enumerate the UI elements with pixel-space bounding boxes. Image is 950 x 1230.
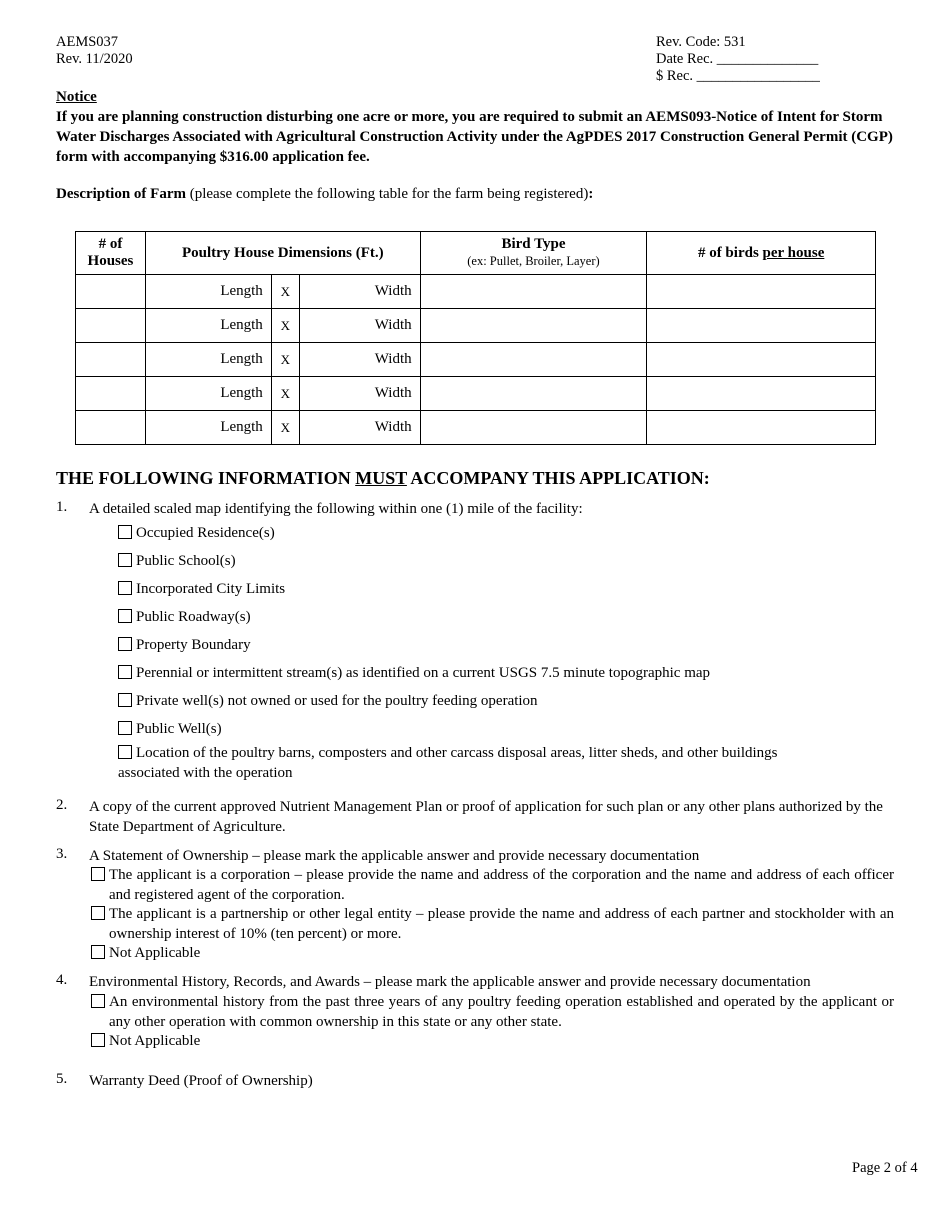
description-instruction: (please complete the following table for the farm being registered)	[185, 186, 589, 202]
checkbox[interactable]	[118, 721, 132, 735]
x-cell: X	[271, 411, 299, 445]
bird-type-cell[interactable]	[420, 343, 647, 377]
bird-type-cell[interactable]	[420, 275, 647, 309]
farm-description-label	[56, 186, 593, 203]
requirements-heading: THE FOLLOWING INFORMATION MUST ACCOMPANY THIS APPLICATION:	[56, 468, 710, 488]
checkbox[interactable]	[118, 665, 132, 679]
houses-cell[interactable]	[76, 377, 146, 411]
birds-per-house-cell[interactable]	[647, 343, 876, 377]
x-cell: X	[271, 377, 299, 411]
ownership-check-partnership[interactable]: The applicant is a partnership or other legal entity – please provide the name and address of each partner and stockholder with an ownership interest of 10% (ten percent) or more.	[91, 904, 894, 944]
item-2-number: 2.	[56, 797, 68, 813]
x-cell: X	[271, 343, 299, 377]
table-row	[76, 411, 876, 445]
x-cell: X	[271, 309, 299, 343]
birds-prefix: # of birds	[697, 244, 763, 261]
checkbox[interactable]	[118, 693, 132, 707]
map-check-barns[interactable]: Location of the poultry barns, composters and other carcass disposal areas, litter sheds, and other buildings associated with the operation	[118, 745, 778, 781]
checkbox[interactable]	[118, 745, 132, 759]
map-check-residence[interactable]: Occupied Residence(s)	[118, 523, 275, 543]
item-4-number: 4.	[56, 972, 68, 988]
description-label: Description of Farm	[56, 186, 186, 202]
map-check-stream[interactable]: Perennial or intermittent stream(s) as identified on a current USGS 7.5 minute topographic map	[118, 663, 710, 683]
map-check-boundary[interactable]: Property Boundary	[118, 635, 251, 655]
history-check-not-applicable[interactable]: Not Applicable	[91, 1031, 200, 1051]
checkbox[interactable]	[118, 581, 132, 595]
houses-cell[interactable]	[76, 275, 146, 309]
length-cell[interactable]: Length	[145, 411, 271, 445]
table-row	[76, 377, 876, 411]
checkbox[interactable]	[91, 945, 105, 959]
checkbox[interactable]	[91, 906, 105, 920]
birds-per-house-cell[interactable]	[647, 377, 876, 411]
width-cell[interactable]: Width	[299, 309, 420, 343]
ownership-check-not-applicable[interactable]: Not Applicable	[91, 943, 200, 963]
birds-per-house-cell[interactable]	[647, 275, 876, 309]
x-cell: X	[271, 275, 299, 309]
checkbox[interactable]	[118, 525, 132, 539]
width-cell[interactable]: Width	[299, 343, 420, 377]
item-4-text: Environmental History, Records, and Awards – please mark the applicable answer and provide necessary documentation	[89, 974, 811, 990]
ownership-check-corporation[interactable]: The applicant is a corporation – please provide the name and address of the corporation and the name and address of each officer and registered agent of the corporation.	[91, 865, 894, 905]
map-check-private-well[interactable]: Private well(s) not owned or used for the poultry feeding operation	[118, 691, 538, 711]
birds-per-house-cell[interactable]	[647, 411, 876, 445]
map-check-city-limits[interactable]: Incorporated City Limits	[118, 579, 285, 599]
checkbox[interactable]	[91, 994, 105, 1008]
page-number: Page 2 of 4	[852, 1160, 918, 1176]
item-1-text: A detailed scaled map identifying the following within one (1) mile of the facility:	[89, 501, 583, 517]
must-emphasis: MUST	[355, 468, 407, 488]
farm-table	[75, 231, 876, 445]
bird-type-example: (ex: Pullet, Broiler, Layer)	[467, 254, 600, 268]
width-cell[interactable]: Width	[299, 377, 420, 411]
table-row	[76, 343, 876, 377]
checkbox[interactable]	[118, 609, 132, 623]
birds-underlined: per house	[762, 244, 825, 261]
length-cell[interactable]: Length	[145, 343, 271, 377]
notice-body: If you are planning construction disturbing one acre or more, you are required to submit an AEMS093-Notice of Intent for Storm Water Discharges Associated with Agricultural Construction Activity under the AgPDES 2017 Construction General Permit (CGP) form with accompanying $316.00 application fee.	[56, 109, 893, 165]
history-check-environmental[interactable]: An environmental history from the past three years of any poultry feeding operation established and operated by the applicant or any other operation with common ownership in this state or any other state.	[91, 992, 894, 1032]
item-3-number: 3.	[56, 846, 68, 862]
table-row	[76, 309, 876, 343]
length-cell[interactable]: Length	[145, 309, 271, 343]
office-use-block	[656, 34, 820, 85]
item-1-number: 1.	[56, 499, 68, 515]
houses-cell[interactable]	[76, 309, 146, 343]
item-5-number: 5.	[56, 1071, 68, 1087]
item-2-text: A copy of the current approved Nutrient Management Plan or proof of application for such plan or any other plans authorized by the State Department of Agriculture.	[89, 799, 883, 835]
houses-cell[interactable]	[76, 343, 146, 377]
description-colon: :	[588, 186, 594, 202]
bird-type-cell[interactable]	[420, 377, 647, 411]
houses-cell[interactable]	[76, 411, 146, 445]
bird-type-title: Bird Type	[501, 236, 566, 252]
amount-received-field[interactable]: $ Rec. _________________	[656, 68, 820, 84]
map-check-school[interactable]: Public School(s)	[118, 551, 236, 571]
checkbox[interactable]	[118, 553, 132, 567]
length-cell[interactable]: Length	[145, 377, 271, 411]
checkbox[interactable]	[91, 867, 105, 881]
map-check-roadway[interactable]: Public Roadway(s)	[118, 607, 251, 627]
width-cell[interactable]: Width	[299, 275, 420, 309]
bird-type-cell[interactable]	[420, 309, 647, 343]
notice-title: Notice	[56, 89, 97, 105]
col-bird-type-header	[420, 232, 647, 275]
col-dimensions-header: Poultry House Dimensions (Ft.)	[145, 232, 420, 275]
item-3-text: A Statement of Ownership – please mark the applicable answer and provide necessary documentation	[89, 848, 700, 864]
length-cell[interactable]: Length	[145, 275, 271, 309]
form-id-block	[56, 34, 133, 68]
width-cell[interactable]: Width	[299, 411, 420, 445]
item-5-text: Warranty Deed (Proof of Ownership)	[89, 1073, 313, 1089]
rev-code: Rev. Code: 531	[656, 34, 746, 50]
revision-date: Rev. 11/2020	[56, 51, 133, 67]
map-check-public-well[interactable]: Public Well(s)	[118, 719, 222, 739]
table-row	[76, 275, 876, 309]
form-code: AEMS037	[56, 34, 119, 50]
col-birds-per-house-header	[647, 232, 876, 275]
checkbox[interactable]	[118, 637, 132, 651]
col-houses-header: # of Houses	[76, 232, 146, 275]
date-received-field[interactable]: Date Rec. ______________	[656, 51, 819, 67]
table-header-row	[76, 232, 876, 275]
birds-per-house-cell[interactable]	[647, 309, 876, 343]
bird-type-cell[interactable]	[420, 411, 647, 445]
checkbox[interactable]	[91, 1033, 105, 1047]
